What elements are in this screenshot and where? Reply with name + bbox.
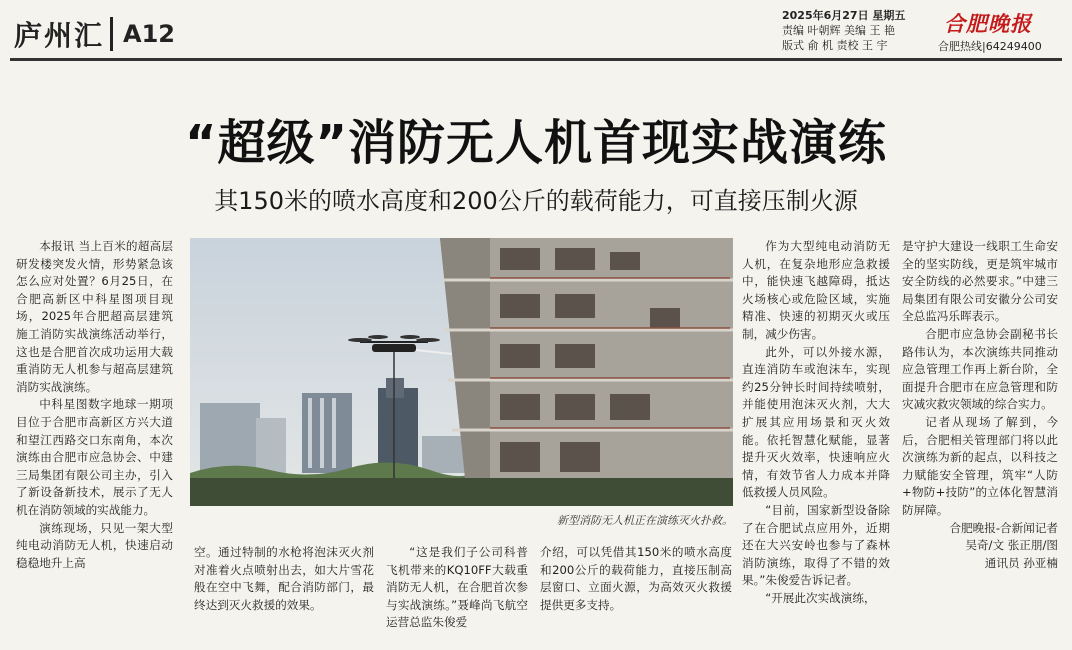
article-column-1 (16, 238, 173, 638)
byline-3: 通讯员 孙亚楠 (984, 555, 1058, 570)
hotline: 合肥热线|64249400 (938, 40, 1042, 53)
paragraph: 作为大型纯电动消防无人机，在复杂地形应急救援中，能快速飞越障碍，抵达火场核心或危险区域，实施精准、快速的初期灭火或压制，减少伤害。 (742, 239, 890, 341)
paragraph: 本报讯 当上百米的超高层研发楼突发火情，形势紧急该怎么应对处置？6月25日，在合肥高新区中科星图项目现场，2025年合肥超高层建筑施工消防实战演练活动举行，这也是合肥首次成功运用大载重消防无人机参与超高层建筑消防实战演练。 (16, 239, 173, 394)
paragraph: 中科星图数字地球一期项目位于合肥市高新区方兴大道和望江西路交口东南角，本次演练由合肥市应急协会、中建三局集团有限公司主办，引入了新设备新技术，展示了无人机在消防领域的实战能力。 (16, 397, 173, 517)
article-column-6 (902, 238, 1058, 638)
header-divider (110, 17, 113, 51)
headline: “超级”消防无人机首现实战演练 (184, 115, 888, 171)
article-column-2 (194, 544, 374, 638)
news-photo (190, 238, 733, 506)
paragraph: 演练现场，只见一架大型纯电动消防无人机，快速启动稳稳地升上高 (16, 520, 173, 570)
paragraph: “目前，国家新型设备除了在合肥试点应用外，近期还在大兴安岭也参与了森林消防演练，取得了不错的效果。”朱俊爱告诉记者。 (742, 502, 890, 588)
article-column-3 (386, 544, 528, 638)
paragraph: 此外，可以外接水源，直连消防车或泡沫车，实现约25分钟长时间持续喷射，并能使用泡沫灭火剂，大大扩展其应用场景和灭火效能。依托智慧化赋能，显著提升灭火效率，快速响应火情，有效节省人力成本并降低救援人员风险。 (742, 344, 890, 500)
paragraph: 介绍，可以凭借其150米的喷水高度和200公斤的载荷能力，直接压制高层窗口、立面火源，为高效灭火救援提供更多支持。 (540, 545, 732, 612)
drone-firefighting-photo (190, 238, 733, 506)
header-rule (10, 58, 1062, 61)
section-name: 庐州汇 (14, 19, 105, 52)
paragraph: 是守护大建设一线职工生命安全的坚实防线，更是筑牢城市安全防线的必然要求。”中建三局集团有限公司安徽分公司安全总监冯乐晖表示。 (902, 239, 1058, 324)
paragraph: “这是我们子公司科普飞机带来的KQ10FF大载重消防无人机，在合肥首次参与实战演练。”聂峰尚飞航空运营总监朱俊爱 (386, 545, 528, 630)
edition-info (782, 8, 905, 53)
editor-credits: 责编 叶朝辉 美编 王 艳 (782, 24, 895, 37)
paragraph: 记者从现场了解到，今后，合肥相关管理部门将以此次演练为新的起点，以科技之力赋能安全管理，筑牢“人防+物防+技防”的立体化智慧消防屏障。 (902, 414, 1058, 517)
page-number: A12 (123, 20, 175, 48)
issue-date: 2025年6月27日 星期五 (782, 9, 906, 22)
design-credits: 版式 俞 机 责校 王 宇 (782, 39, 888, 52)
article-column-4 (540, 544, 732, 638)
newspaper-logo: 合肥晚报 (944, 11, 1032, 36)
byline-2: 吴奇/文 张正朋/图 (965, 538, 1058, 553)
page-header-left (14, 14, 175, 54)
paragraph: 空。通过特制的水枪将泡沫灭火剂对准着火点喷射出去，如大片雪花般在空中飞舞，配合消防部门，最终达到灭火救援的效果。 (194, 545, 374, 612)
subheadline: 其150米的喷水高度和200公斤的载荷能力，可直接压制火源 (214, 187, 858, 215)
photo-caption: 新型消防无人机正在演练灭火扑救。 (557, 514, 733, 527)
article-column-5 (742, 238, 890, 638)
building (440, 238, 733, 478)
byline-1: 合肥晚报-合新闻记者 (949, 520, 1058, 535)
paragraph: “开展此次实战演练， (765, 590, 876, 605)
paragraph: 合肥市应急协会副秘书长路伟认为，本次演练共同推动应急管理工作再上新台阶，全面提升合肥市在应急管理和防灾减灾救灾领域的综合实力。 (902, 326, 1058, 412)
